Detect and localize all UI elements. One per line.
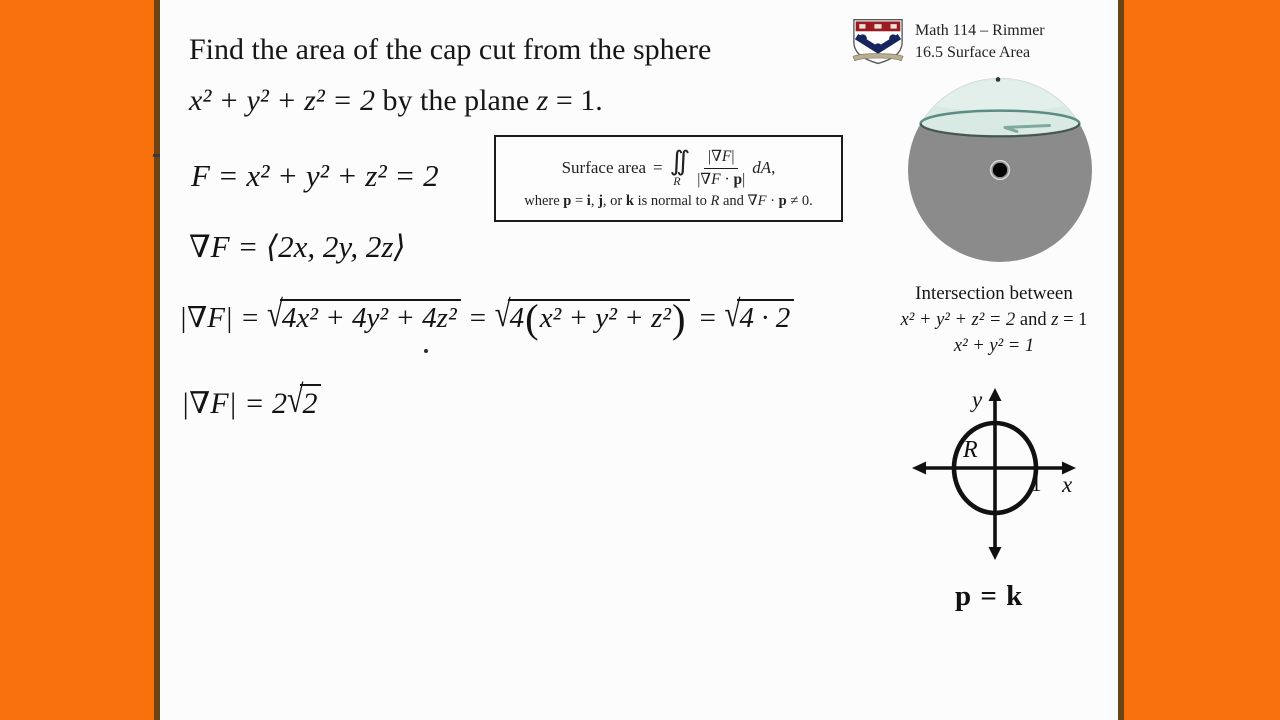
eq-gradient: ∇F = ⟨2x, 2y, 2z⟩	[189, 229, 406, 264]
sphere-with-cap-figure	[906, 76, 1094, 264]
radius-label: R	[963, 437, 978, 463]
conclusion-p-equals-k: p = k	[955, 580, 1024, 612]
intersection-title: Intersection between	[915, 283, 1073, 304]
problem-statement-line1: Find the area of the cap cut from the sphere	[189, 33, 712, 66]
course-section: 16.5 Surface Area	[915, 44, 1031, 61]
differential: dA,	[752, 158, 776, 177]
eq-magnitude-result: |∇F| = 2 √ 2	[181, 384, 321, 421]
double-integral-symbol: ∫∫ R	[669, 146, 683, 188]
right-orange-border	[1118, 0, 1280, 720]
radical-2: √ 4(x² + y² + z²)	[495, 299, 691, 335]
y-axis-label: y	[972, 388, 983, 412]
stray-border-tick	[153, 154, 160, 157]
intersection-eq1: x² + y² + z² = 2 and z = 1	[900, 310, 1088, 330]
stray-pen-dot	[424, 349, 428, 353]
surface-area-formula-box	[494, 135, 843, 222]
eq-magnitude-lhs: |∇F| =	[179, 302, 267, 334]
intersection-block	[868, 283, 1120, 357]
formula-equals: =	[653, 158, 663, 177]
eq-f-definition: F = x² + y² + z² = 2	[191, 158, 439, 193]
formula-condition: where p = i, j, or k is normal to R and ∇F · p ≠ 0.	[524, 192, 813, 209]
course-title: Math 114 – Rimmer	[915, 22, 1045, 39]
formula-line	[562, 147, 776, 189]
problem-statement-line2: x² + y² + z² = 2 by the plane z = 1.	[189, 84, 603, 117]
region-r-circle-figure	[912, 388, 1080, 560]
left-orange-border	[0, 0, 160, 720]
eq-gradient-magnitude: |∇F| = √ 4x² + 4y² + 4z² = √ 4(x² + y² + z²) = √ 4 · 2	[179, 299, 794, 335]
radical-4: √ 2	[287, 384, 321, 421]
integrand-fraction: $\frac{|\nabla F|}{|\nabla F \cdot p|}$	[697, 148, 746, 188]
course-info	[915, 20, 1045, 64]
radical-3: √ 4 · 2	[725, 299, 795, 335]
radical-1: √ 4x² + 4y² + 4z²	[267, 299, 461, 335]
formula-label: Surface area	[561, 158, 647, 177]
penn-shield-icon	[851, 17, 905, 67]
intersection-eq2: x² + y² = 1	[953, 336, 1035, 356]
x-axis-label: x	[1062, 472, 1073, 497]
intercept-label: 1	[1031, 472, 1042, 496]
